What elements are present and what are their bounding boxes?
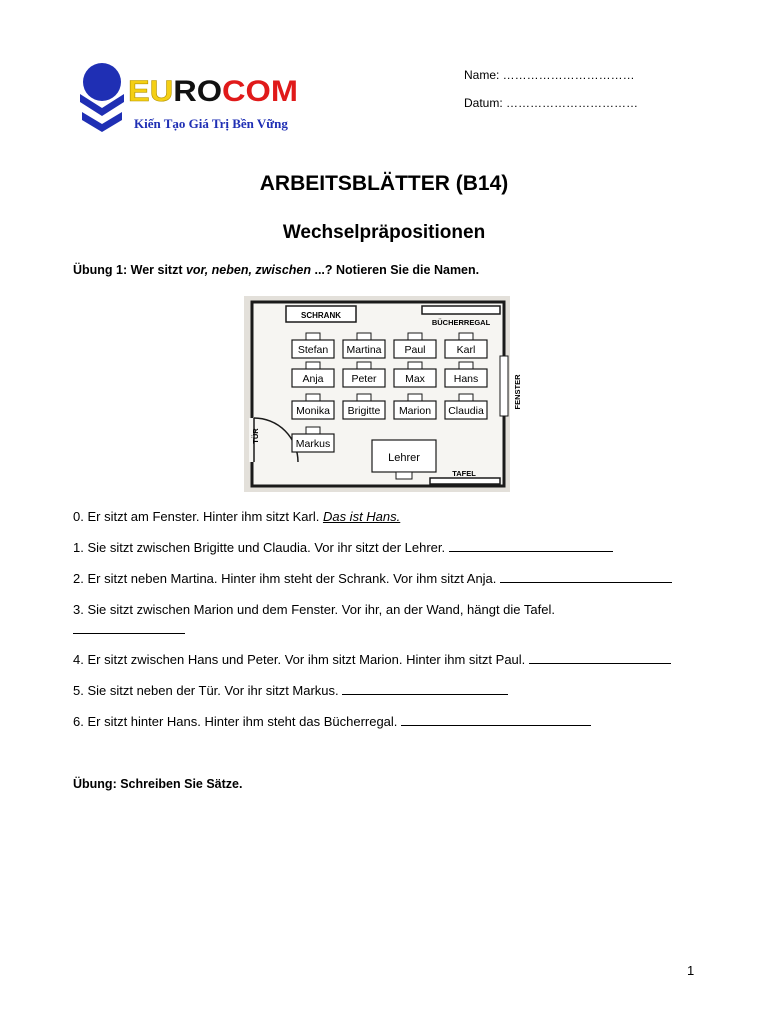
name-field: Name: …………………………… bbox=[464, 68, 635, 82]
student-name: Anja bbox=[302, 373, 324, 385]
sentence-0-answer: Das ist Hans. bbox=[322, 509, 401, 524]
sentence-1-text: 1. Sie sitzt zwischen Brigitte und Claudia. Vor ihr sitzt der Lehrer. bbox=[73, 540, 449, 555]
student-name: Peter bbox=[351, 373, 377, 385]
sentence-0-text: 0. Er sitzt am Fenster. Hinter ihm sitzt Karl. bbox=[73, 509, 323, 524]
sentence-3-answer-line bbox=[73, 622, 185, 637]
logo-text-ro: RO bbox=[173, 75, 219, 108]
student-name: Brigitte bbox=[347, 405, 381, 417]
teacher-label: Lehrer bbox=[388, 452, 420, 464]
svg-text:EUROCOM bbox=[128, 75, 298, 108]
answer-blank-4[interactable] bbox=[529, 652, 671, 664]
answer-blank-3[interactable] bbox=[73, 622, 185, 634]
exercise-1-label: Übung 1: Wer sitzt bbox=[73, 263, 186, 277]
student-name: Karl bbox=[456, 344, 476, 356]
student-name: Max bbox=[405, 373, 425, 385]
answer-blank-2[interactable] bbox=[500, 571, 672, 583]
answer-blank-6[interactable] bbox=[401, 714, 591, 726]
logo-text-com: COM bbox=[222, 75, 293, 108]
bookshelf-label: BÜCHERREGAL bbox=[431, 318, 491, 327]
student-name: Claudia bbox=[448, 405, 484, 417]
sentence-3 bbox=[73, 602, 555, 617]
exercise-1-prepositions: vor, neben, zwischen bbox=[185, 263, 312, 277]
sentence-4-text: 4. Er sitzt zwischen Hans und Peter. Vor ihm sitzt Marion. Hinter ihm sitzt Paul. bbox=[73, 652, 529, 667]
sentence-6-text: 6. Er sitzt hinter Hans. Hinter ihm steht das Bücherregal. bbox=[73, 714, 402, 729]
exercise-1-heading bbox=[73, 263, 479, 277]
date-field: Datum: …………………………… bbox=[464, 96, 639, 110]
board-label: TAFEL bbox=[452, 469, 476, 478]
worksheet-subtitle: Wechselpräpositionen bbox=[282, 222, 486, 243]
sentence-5-text: 5. Sie sitzt neben der Tür. Vor ihr sitzt Markus. bbox=[73, 683, 343, 698]
answer-blank-5[interactable] bbox=[342, 683, 508, 695]
page-number: 1 bbox=[687, 963, 695, 978]
window-label: FENSTER bbox=[513, 374, 522, 410]
student-name: Markus bbox=[295, 438, 331, 450]
exercise-2-heading: Übung: Schreiben Sie Sätze. bbox=[73, 777, 243, 791]
logo-text-eu: EU bbox=[128, 75, 170, 108]
logo-tagline: Kiến Tạo Giá Trị Bền Vững bbox=[134, 116, 288, 131]
student-name: Stefan bbox=[297, 344, 329, 356]
sentence-0 bbox=[73, 509, 400, 524]
classroom-seating-plan bbox=[244, 296, 522, 492]
student-name: Marion bbox=[398, 405, 432, 417]
exercise-1-instruction: ...? Notieren Sie die Namen. bbox=[311, 263, 480, 277]
wardrobe-label: SCHRANK bbox=[301, 311, 341, 320]
student-name: Martina bbox=[346, 344, 382, 356]
sentence-1 bbox=[73, 540, 613, 555]
sentence-4 bbox=[73, 652, 671, 667]
worksheet-title: ARBEITSBLÄTTER (B14) bbox=[259, 172, 509, 195]
door-label: TÜR bbox=[251, 428, 260, 444]
student-name: Paul bbox=[404, 344, 426, 356]
sentence-3-text: 3. Sie sitzt zwischen Marion und dem Fenster. Vor ihr, an der Wand, hängt die Tafel. bbox=[73, 602, 555, 617]
answer-blank-1[interactable] bbox=[449, 540, 613, 552]
sentence-5 bbox=[73, 683, 508, 698]
sentence-6 bbox=[73, 714, 591, 729]
sentence-2 bbox=[73, 571, 672, 586]
student-name: Monika bbox=[296, 405, 330, 417]
student-name: Hans bbox=[453, 373, 479, 385]
wardrobe bbox=[286, 306, 356, 322]
sentence-2-text: 2. Er sitzt neben Martina. Hinter ihm steht der Schrank. Vor ihm sitzt Anja. bbox=[73, 571, 501, 586]
